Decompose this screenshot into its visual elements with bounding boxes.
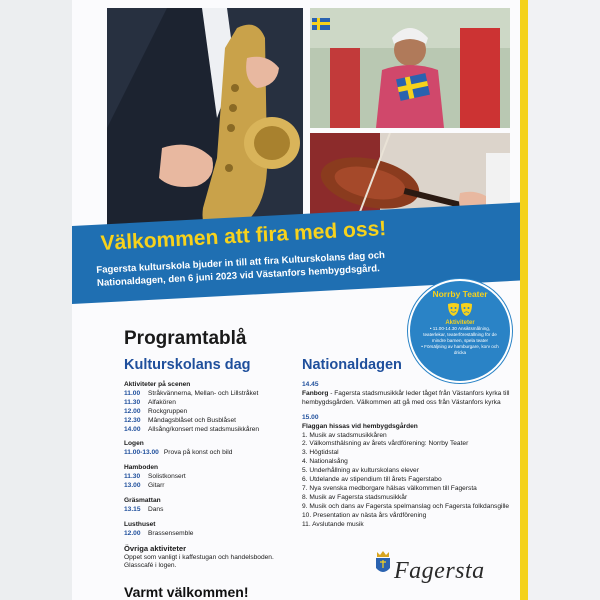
flag-heading: Flaggan hissas vid hembygdsgården — [302, 422, 418, 430]
background-left — [0, 0, 72, 600]
badge-line: • Försäljning av hamburgare, korv och dricka — [421, 344, 499, 355]
banner-text: Fagersta kulturskola bjuder in till att fira Kulturskolans dag och Nationaldagen, den 6 juni 2023 vid Västanfors hembygdsgård. — [96, 249, 386, 289]
child-flag-photo — [310, 8, 510, 128]
saxophone-illustration — [107, 8, 303, 248]
other-activities-heading: Övriga aktiviteter — [124, 543, 187, 553]
time: 13.00 — [124, 482, 141, 490]
time: 12.00 — [124, 529, 141, 537]
fagersta-logo: Fagersta — [394, 558, 485, 584]
program-item: 6. Utdelande av stipendium till årets Fagerstabo — [302, 476, 442, 484]
background-right — [528, 0, 600, 600]
poster — [72, 0, 520, 600]
program-item: 1. Musik av stadsmusikkåren — [302, 431, 387, 439]
program-item: 5. Underhållning av kulturskolans elever — [302, 467, 419, 475]
program-item: 8. Musik av Fagersta stadsmusikkår — [302, 493, 408, 501]
norrby-teater-badge — [408, 279, 512, 383]
time: 11.00-13.00 — [124, 449, 159, 457]
child-flag-illustration — [310, 8, 510, 128]
program-item: 7. Nya svenska medborgare hälsas välkommen till Fagersta — [302, 484, 477, 492]
activity: Brassensemble — [148, 529, 194, 537]
fanborg-text: - Fagersta stadsmusikkår leder tåget från Västanfors kyrka till hembygdsgården. Välkommen att gå med oss från Västanfors kyrka — [302, 389, 510, 406]
section-heading: Logen — [124, 440, 144, 448]
section-heading: Hamboden — [124, 464, 159, 472]
activity: Dans — [148, 505, 164, 513]
activity: Gitarr — [148, 482, 165, 490]
time: 14.45 — [302, 381, 319, 388]
badge-line: • 11.00-14.30 Ansiktsmålning, teaterlekar, teaterföreställning för de mindre barnen, spela teater — [423, 326, 497, 343]
program-item: 3. Högtidstal — [302, 449, 339, 457]
schedule-row — [124, 482, 304, 491]
program-item: 11. Avslutande musik — [302, 520, 364, 528]
program-item: 4. Nationalsång — [302, 458, 348, 466]
saxophone-photo — [107, 8, 303, 248]
schedule-row — [124, 399, 304, 408]
section-heading: Aktiviteter på scenen — [124, 381, 191, 388]
schedule-row — [124, 408, 304, 417]
time: 13.15 — [124, 505, 141, 513]
activity: Mândagsblåset och Busblåset — [148, 416, 236, 424]
kulturskolans-dag-schedule — [124, 381, 304, 571]
section-heading: Gräsmattan — [124, 496, 161, 504]
badge-title: Norrby Teater — [432, 289, 488, 299]
fanborg-label: Fanborg — [302, 389, 329, 397]
theater-masks-icon — [446, 302, 474, 318]
schedule-row — [124, 506, 304, 515]
time: 15.00 — [302, 413, 319, 421]
badge-subtitle: Aktiviteter — [445, 320, 475, 326]
activity: Alfakören — [148, 398, 176, 406]
kulturskolans-dag-heading: Kulturskolans dag — [124, 357, 251, 373]
fanborg-paragraph — [302, 390, 512, 408]
program-item: 2. Välkomsthälsning av årets vårdförening: Norrby Teater — [302, 440, 469, 448]
schedule-row — [124, 530, 304, 539]
schedule-row — [124, 390, 304, 399]
time: 12.30 — [124, 416, 141, 424]
activity: Stråkvännerna, Mellan- och Lillstråket — [148, 389, 259, 397]
schedule-row — [124, 449, 304, 458]
section-heading: Lusthuset — [124, 520, 156, 528]
nationaldagen-heading: Nationaldagen — [302, 357, 402, 373]
schedule-row — [124, 473, 304, 482]
activity: Prova på konst och bild — [163, 449, 233, 457]
schedule-row — [124, 426, 304, 435]
program-item: 9. Musik och dans av Fagersta spelmanslag och Fagersta folkdansgille — [302, 502, 510, 510]
schedule-row — [124, 417, 304, 426]
banner-title: Välkommen att fira med oss! — [100, 217, 387, 255]
activity: Allsång/konsert med stadsmusikkåren — [148, 425, 260, 433]
program-item: 10. Presentation av nästa års vårdförening — [302, 511, 427, 519]
program-title: Programtablå — [124, 328, 247, 349]
time: 11.00 — [124, 389, 141, 397]
activity: Rockgruppen — [148, 407, 188, 415]
activity: Solistkonsert — [148, 473, 186, 481]
other-activities-text: Oppet som vanligt i kaffestugan och handelsboden. Glasscafé i logen. — [124, 553, 274, 570]
time: 12.00 — [124, 407, 141, 415]
closing-text: Varmt välkommen! — [124, 584, 249, 600]
time: 11.30 — [124, 398, 141, 406]
time: 14.00 — [124, 425, 141, 433]
nationaldagen-schedule — [302, 381, 512, 530]
coat-of-arms-icon — [374, 550, 392, 576]
time: 11.30 — [124, 473, 141, 481]
